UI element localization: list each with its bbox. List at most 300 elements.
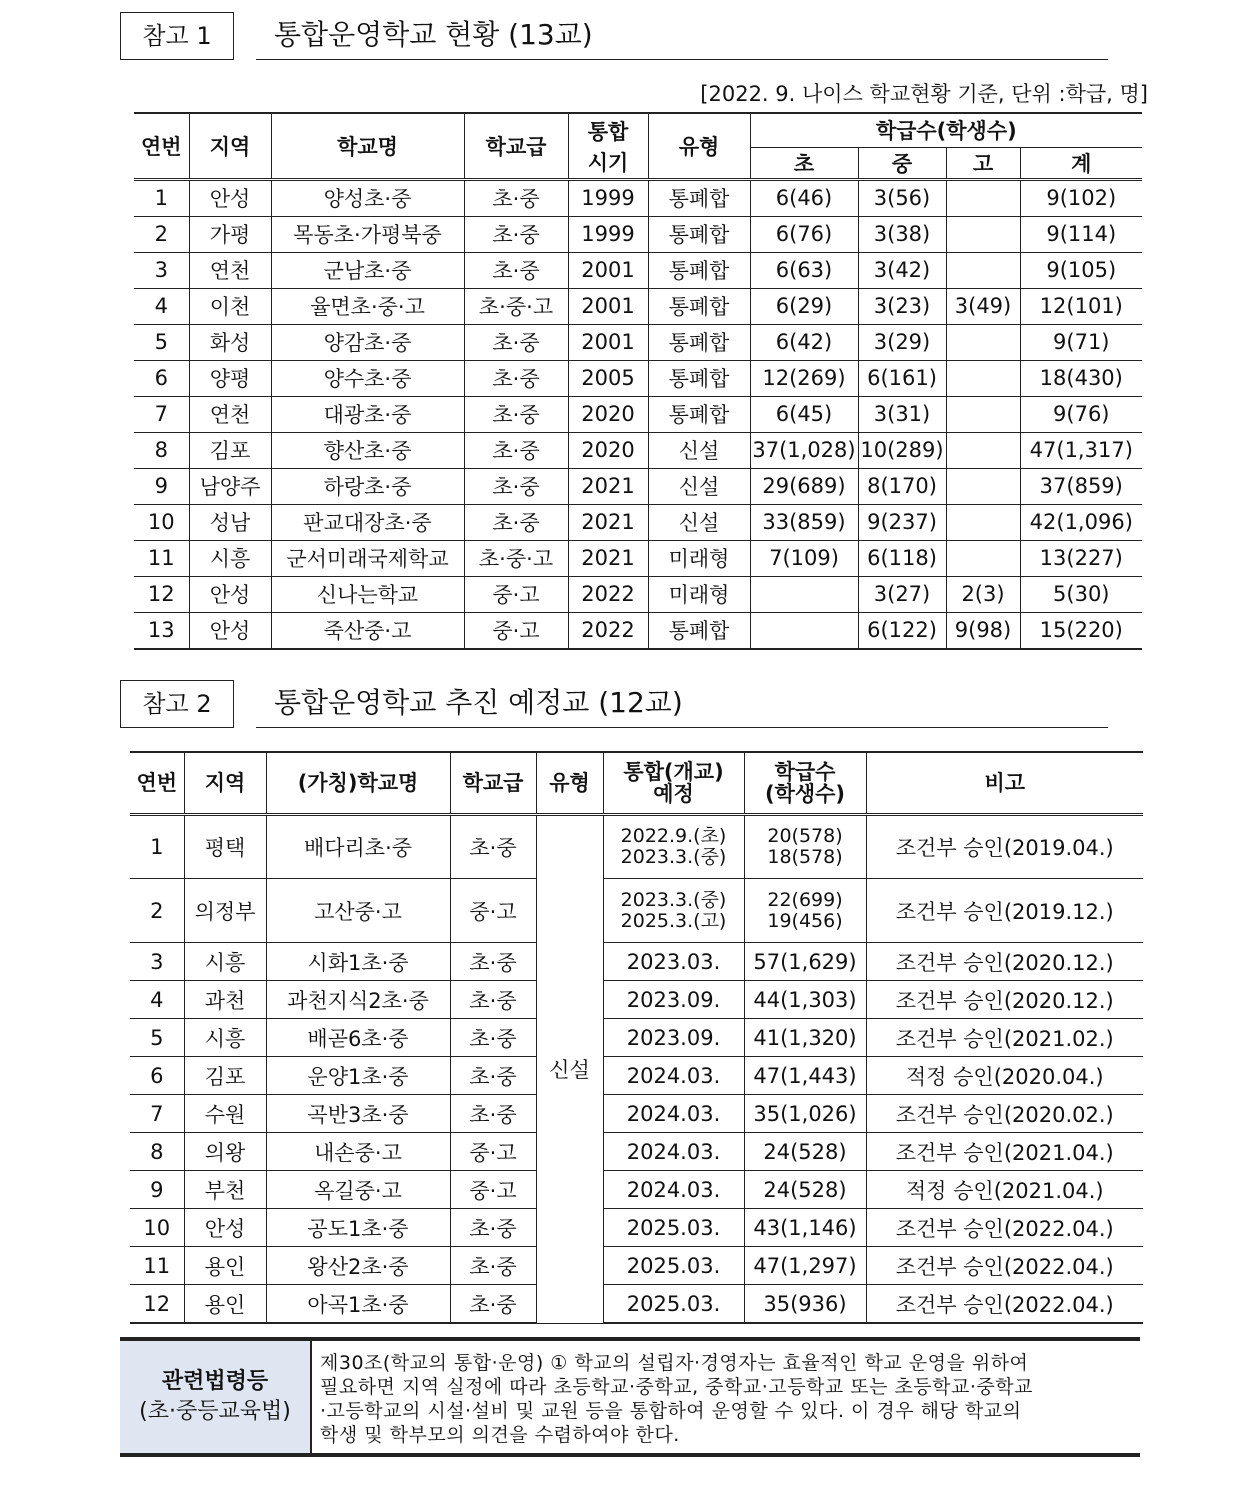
cell-classes xyxy=(744,1247,866,1285)
cell-year: 1999 xyxy=(568,179,648,216)
cell-type: 통폐합 xyxy=(648,252,750,288)
legal-header xyxy=(120,1341,312,1453)
header-school: 학교명 xyxy=(271,113,464,179)
cell-level: 초·중 xyxy=(464,252,568,288)
legal-line: ·고등학교의 시설·설비 및 교원 등을 통합하여 운영할 수 있다. 이 경우 해당 학교의 xyxy=(320,1400,1022,1422)
plan-line: 2023.3.(중) xyxy=(620,888,727,911)
cell-type: 신설 xyxy=(648,504,750,540)
cell-plan xyxy=(603,1095,744,1133)
cell-high: 2(3) xyxy=(946,576,1020,612)
cell-school: 왕산2초·중 xyxy=(266,1247,450,1285)
header-type: 유형 xyxy=(536,752,603,815)
cell-no: 1 xyxy=(130,815,184,879)
table-row xyxy=(130,1133,1143,1171)
cell-school: 군서미래국제학교 xyxy=(271,540,464,576)
classes-line: 20(578) xyxy=(767,825,843,847)
cell-classes xyxy=(744,1095,866,1133)
classes-line: 19(456) xyxy=(767,909,843,932)
plan-line: 2025.03. xyxy=(626,1291,721,1316)
cell-mid: 3(38) xyxy=(858,216,946,252)
cell-region: 수원 xyxy=(184,1095,266,1133)
cell-classes xyxy=(744,1171,866,1209)
cell-level: 중·고 xyxy=(464,576,568,612)
cell-no: 1 xyxy=(134,179,189,216)
table-row xyxy=(134,288,1142,324)
cell-plan xyxy=(603,943,744,981)
section2-heading xyxy=(120,680,1110,732)
plan-line: 2025.03. xyxy=(626,1215,721,1240)
cell-region: 안성 xyxy=(184,1209,266,1247)
cell-region: 안성 xyxy=(189,576,271,612)
cell-region: 용인 xyxy=(184,1285,266,1324)
classes-line: 47(1,297) xyxy=(753,1253,857,1278)
table-row xyxy=(134,179,1142,216)
cell-level: 초·중 xyxy=(450,943,536,981)
cell-type: 통폐합 xyxy=(648,288,750,324)
header-plan xyxy=(603,752,744,815)
cell-high: 3(49) xyxy=(946,288,1020,324)
cell-year: 2001 xyxy=(568,324,648,360)
cell-high xyxy=(946,504,1020,540)
table-row xyxy=(130,1247,1143,1285)
cell-region: 성남 xyxy=(189,504,271,540)
section2-title: 통합운영학교 추진 예정교 (12교) xyxy=(256,680,1108,728)
table-row xyxy=(134,396,1142,432)
cell-year: 1999 xyxy=(568,216,648,252)
table-row xyxy=(130,981,1143,1019)
cell-total: 37(859) xyxy=(1020,468,1142,504)
cell-region: 시흥 xyxy=(184,1019,266,1057)
classes-line: 44(1,303) xyxy=(753,987,857,1012)
cell-high xyxy=(946,179,1020,216)
cell-level: 초·중 xyxy=(464,179,568,216)
cell-level: 초·중 xyxy=(464,468,568,504)
plan-line: 2024.03. xyxy=(626,1063,721,1088)
table-row xyxy=(130,1095,1143,1133)
cell-type: 통폐합 xyxy=(648,324,750,360)
cell-school: 대광초·중 xyxy=(271,396,464,432)
cell-school: 아곡1초·중 xyxy=(266,1285,450,1324)
plan-line: 2022.9.(초) xyxy=(620,825,727,847)
cell-school: 하랑초·중 xyxy=(271,468,464,504)
cell-level: 초·중 xyxy=(450,1247,536,1285)
cell-school: 배곧6초·중 xyxy=(266,1019,450,1057)
cell-no: 3 xyxy=(134,252,189,288)
cell-level: 초·중 xyxy=(450,1019,536,1057)
table-row xyxy=(134,324,1142,360)
cell-total: 47(1,317) xyxy=(1020,432,1142,468)
cell-plan xyxy=(603,981,744,1019)
cell-total: 9(105) xyxy=(1020,252,1142,288)
cell-remark: 적정 승인(2020.04.) xyxy=(866,1057,1143,1095)
cell-region: 가평 xyxy=(189,216,271,252)
cell-no: 7 xyxy=(134,396,189,432)
cell-no: 10 xyxy=(134,504,189,540)
cell-elem: 6(63) xyxy=(750,252,858,288)
cell-no: 9 xyxy=(134,468,189,504)
cell-region: 이천 xyxy=(189,288,271,324)
cell-school: 내손중·고 xyxy=(266,1133,450,1171)
cell-mid: 9(237) xyxy=(858,504,946,540)
header-elem: 초 xyxy=(750,147,858,179)
table-row xyxy=(130,815,1143,879)
cell-mid: 10(289) xyxy=(858,432,946,468)
cell-plan xyxy=(603,1133,744,1171)
cell-level: 중·고 xyxy=(450,879,536,943)
cell-type: 미래형 xyxy=(648,540,750,576)
cell-remark: 조건부 승인(2021.04.) xyxy=(866,1133,1143,1171)
cell-elem: 6(45) xyxy=(750,396,858,432)
cell-region: 용인 xyxy=(184,1247,266,1285)
cell-plan xyxy=(603,1171,744,1209)
cell-school: 고산중·고 xyxy=(266,879,450,943)
table-row xyxy=(130,1057,1143,1095)
cell-region: 화성 xyxy=(189,324,271,360)
cell-level: 초·중 xyxy=(464,432,568,468)
cell-region: 안성 xyxy=(189,612,271,649)
cell-level: 중·고 xyxy=(450,1133,536,1171)
cell-no: 3 xyxy=(130,943,184,981)
cell-total: 9(71) xyxy=(1020,324,1142,360)
cell-total: 5(30) xyxy=(1020,576,1142,612)
cell-no: 4 xyxy=(134,288,189,324)
cell-type: 통폐합 xyxy=(648,360,750,396)
cell-no: 5 xyxy=(130,1019,184,1057)
cell-total: 9(102) xyxy=(1020,179,1142,216)
table-row xyxy=(134,468,1142,504)
planned-schools-table xyxy=(130,751,1143,1324)
cell-type: 통폐합 xyxy=(648,612,750,649)
cell-total: 9(76) xyxy=(1020,396,1142,432)
cell-total: 9(114) xyxy=(1020,216,1142,252)
cell-mid: 3(29) xyxy=(858,324,946,360)
cell-no: 10 xyxy=(130,1209,184,1247)
cell-region: 김포 xyxy=(184,1057,266,1095)
cell-total: 42(1,096) xyxy=(1020,504,1142,540)
classes-line: 24(528) xyxy=(763,1139,847,1164)
header-total: 계 xyxy=(1020,147,1142,179)
cell-type: 미래형 xyxy=(648,576,750,612)
cell-remark: 조건부 승인(2019.12.) xyxy=(866,879,1143,943)
table-row xyxy=(130,1019,1143,1057)
cell-level: 초·중·고 xyxy=(464,288,568,324)
cell-classes xyxy=(744,879,866,943)
cell-no: 6 xyxy=(134,360,189,396)
cell-plan xyxy=(603,815,744,879)
cell-no: 5 xyxy=(134,324,189,360)
cell-year: 2021 xyxy=(568,540,648,576)
cell-school: 양성초·중 xyxy=(271,179,464,216)
legal-line: 학생 및 학부모의 의견을 수렴하여야 한다. xyxy=(320,1424,680,1446)
cell-high xyxy=(946,216,1020,252)
cell-type: 신설 xyxy=(648,432,750,468)
plan-line: 2025.3.(고) xyxy=(620,909,727,932)
cell-no: 9 xyxy=(130,1171,184,1209)
cell-level: 초·중 xyxy=(450,1285,536,1324)
cell-level: 초·중 xyxy=(450,815,536,879)
header-remark: 비고 xyxy=(866,752,1143,815)
cell-remark: 적정 승인(2021.04.) xyxy=(866,1171,1143,1209)
cell-high xyxy=(946,324,1020,360)
plan-line: 2024.03. xyxy=(626,1139,721,1164)
cell-school: 향산초·중 xyxy=(271,432,464,468)
header-level: 학교급 xyxy=(464,113,568,179)
cell-elem xyxy=(750,612,858,649)
cell-region: 김포 xyxy=(189,432,271,468)
cell-no: 12 xyxy=(130,1285,184,1324)
cell-school: 옥길중·고 xyxy=(266,1171,450,1209)
header-level: 학교급 xyxy=(450,752,536,815)
cell-classes xyxy=(744,1057,866,1095)
cell-level: 초·중 xyxy=(464,324,568,360)
cell-high xyxy=(946,432,1020,468)
section1-title: 통합운영학교 현황 (13교) xyxy=(256,12,1108,60)
cell-year: 2022 xyxy=(568,612,648,649)
cell-remark: 조건부 승인(2021.02.) xyxy=(866,1019,1143,1057)
cell-type: 통폐합 xyxy=(648,396,750,432)
cell-level: 초·중 xyxy=(464,216,568,252)
legal-subheading: (초·중등교육법) xyxy=(139,1399,291,1424)
cell-school: 판교대장초·중 xyxy=(271,504,464,540)
table-row xyxy=(134,252,1142,288)
cell-school: 곡반3초·중 xyxy=(266,1095,450,1133)
plan-line: 2023.09. xyxy=(626,1025,721,1050)
plan-line: 2023.03. xyxy=(626,949,721,974)
cell-mid: 3(27) xyxy=(858,576,946,612)
cell-year: 2001 xyxy=(568,252,648,288)
header-plan-line2: 예정 xyxy=(653,782,694,806)
table-row xyxy=(134,612,1142,649)
cell-region: 부천 xyxy=(184,1171,266,1209)
cell-total: 12(101) xyxy=(1020,288,1142,324)
cell-school: 죽산중·고 xyxy=(271,612,464,649)
classes-line: 35(936) xyxy=(763,1291,847,1316)
header-region: 지역 xyxy=(184,752,266,815)
classes-line: 18(578) xyxy=(767,846,843,868)
cell-classes xyxy=(744,1019,866,1057)
header-no: 연번 xyxy=(134,113,189,179)
cell-no: 7 xyxy=(130,1095,184,1133)
cell-type: 신설 xyxy=(648,468,750,504)
cell-year: 2005 xyxy=(568,360,648,396)
cell-no: 11 xyxy=(134,540,189,576)
cell-classes xyxy=(744,1133,866,1171)
cell-total: 13(227) xyxy=(1020,540,1142,576)
table-row xyxy=(130,1285,1143,1324)
cell-school: 율면초·중·고 xyxy=(271,288,464,324)
cell-year: 2020 xyxy=(568,396,648,432)
header-region: 지역 xyxy=(189,113,271,179)
section2-label: 참고 2 xyxy=(120,680,234,728)
cell-level: 초·중 xyxy=(450,981,536,1019)
legal-line: 제30조(학교의 통합·운영) ① 학교의 설립자·경영자는 효율적인 학교 운영을 위하여 xyxy=(320,1352,1029,1374)
cell-region: 남양주 xyxy=(189,468,271,504)
header-class-group: 학급수(학생수) xyxy=(750,113,1142,147)
section1-note: [2022. 9. 나이스 학교현황 기준, 단위 :학급, 명] xyxy=(700,82,1148,106)
header-no: 연번 xyxy=(130,752,184,815)
cell-elem: 6(42) xyxy=(750,324,858,360)
cell-level: 초·중 xyxy=(450,1057,536,1095)
header-high: 고 xyxy=(946,147,1020,179)
cell-mid: 6(161) xyxy=(858,360,946,396)
cell-year: 2021 xyxy=(568,468,648,504)
cell-type-merged: 신설 xyxy=(536,815,603,1324)
legal-reference-box xyxy=(120,1337,1140,1457)
cell-remark: 조건부 승인(2020.02.) xyxy=(866,1095,1143,1133)
cell-school: 과천지식2초·중 xyxy=(266,981,450,1019)
cell-high xyxy=(946,396,1020,432)
cell-elem: 37(1,028) xyxy=(750,432,858,468)
cell-no: 12 xyxy=(134,576,189,612)
cell-region: 안성 xyxy=(189,179,271,216)
cell-elem: 7(109) xyxy=(750,540,858,576)
cell-school: 신나는학교 xyxy=(271,576,464,612)
cell-school: 양감초·중 xyxy=(271,324,464,360)
cell-classes xyxy=(744,1209,866,1247)
cell-elem: 6(46) xyxy=(750,179,858,216)
cell-elem: 29(689) xyxy=(750,468,858,504)
cell-plan xyxy=(603,1247,744,1285)
cell-region: 양평 xyxy=(189,360,271,396)
cell-elem: 6(29) xyxy=(750,288,858,324)
cell-year: 2021 xyxy=(568,504,648,540)
plan-line: 2025.03. xyxy=(626,1253,721,1278)
cell-mid: 3(42) xyxy=(858,252,946,288)
cell-high xyxy=(946,360,1020,396)
cell-mid: 6(118) xyxy=(858,540,946,576)
cell-level: 초·중 xyxy=(450,1209,536,1247)
cell-school: 목동초·가평북중 xyxy=(271,216,464,252)
classes-line: 22(699) xyxy=(767,888,843,911)
cell-remark: 조건부 승인(2020.12.) xyxy=(866,981,1143,1019)
cell-no: 4 xyxy=(130,981,184,1019)
cell-school: 배다리초·중 xyxy=(266,815,450,879)
header-mid: 중 xyxy=(858,147,946,179)
cell-remark: 조건부 승인(2022.04.) xyxy=(866,1247,1143,1285)
cell-school: 운양1초·중 xyxy=(266,1057,450,1095)
cell-classes xyxy=(744,815,866,879)
cell-level: 중·고 xyxy=(450,1171,536,1209)
cell-year: 2020 xyxy=(568,432,648,468)
cell-level: 초·중 xyxy=(464,396,568,432)
cell-no: 2 xyxy=(134,216,189,252)
cell-mid: 6(122) xyxy=(858,612,946,649)
plan-line: 2023.09. xyxy=(626,987,721,1012)
cell-plan xyxy=(603,1057,744,1095)
table-row xyxy=(130,943,1143,981)
cell-high xyxy=(946,468,1020,504)
cell-mid: 3(31) xyxy=(858,396,946,432)
cell-year: 2022 xyxy=(568,576,648,612)
cell-elem: 6(76) xyxy=(750,216,858,252)
cell-level: 중·고 xyxy=(464,612,568,649)
cell-school: 양수초·중 xyxy=(271,360,464,396)
cell-no: 8 xyxy=(130,1133,184,1171)
cell-level: 초·중 xyxy=(450,1095,536,1133)
header-school: (가칭)학교명 xyxy=(266,752,450,815)
table-row xyxy=(130,1171,1143,1209)
legal-text xyxy=(312,1341,1140,1453)
plan-line: 2024.03. xyxy=(626,1177,721,1202)
cell-region: 연천 xyxy=(189,252,271,288)
cell-classes xyxy=(744,981,866,1019)
cell-no: 11 xyxy=(130,1247,184,1285)
cell-total: 15(220) xyxy=(1020,612,1142,649)
table-row xyxy=(130,879,1143,943)
cell-plan xyxy=(603,879,744,943)
header-plan-line1: 통합(개교) xyxy=(623,760,724,784)
section1-label: 참고 1 xyxy=(120,12,234,60)
cell-type: 통폐합 xyxy=(648,179,750,216)
cell-region: 평택 xyxy=(184,815,266,879)
section1-heading xyxy=(120,12,1110,64)
cell-region: 연천 xyxy=(189,396,271,432)
table-row xyxy=(134,504,1142,540)
cell-no: 13 xyxy=(134,612,189,649)
classes-line: 24(528) xyxy=(763,1177,847,1202)
cell-region: 의정부 xyxy=(184,879,266,943)
cell-type: 통폐합 xyxy=(648,216,750,252)
cell-region: 시흥 xyxy=(189,540,271,576)
legal-line: 필요하면 지역 실정에 따라 초등학교·중학교, 중학교·고등학교 또는 초등학교·중학교 xyxy=(320,1376,1033,1398)
table-row xyxy=(134,216,1142,252)
plan-line: 2024.03. xyxy=(626,1101,721,1126)
cell-level: 초·중 xyxy=(464,504,568,540)
cell-high xyxy=(946,252,1020,288)
cell-mid: 3(23) xyxy=(858,288,946,324)
cell-school: 공도1초·중 xyxy=(266,1209,450,1247)
current-schools-table xyxy=(134,112,1142,650)
plan-line: 2023.3.(중) xyxy=(620,846,727,868)
header-type: 유형 xyxy=(648,113,750,179)
header-classes-line2: (학생수) xyxy=(764,782,846,806)
cell-classes xyxy=(744,1285,866,1324)
cell-region: 시흥 xyxy=(184,943,266,981)
cell-no: 6 xyxy=(130,1057,184,1095)
header-year-b: 시기 xyxy=(568,147,648,179)
cell-region: 과천 xyxy=(184,981,266,1019)
cell-school: 시화1초·중 xyxy=(266,943,450,981)
cell-high xyxy=(946,540,1020,576)
cell-high: 9(98) xyxy=(946,612,1020,649)
cell-remark: 조건부 승인(2022.04.) xyxy=(866,1209,1143,1247)
header-classes-line1: 학급수 xyxy=(774,760,836,784)
cell-mid: 3(56) xyxy=(858,179,946,216)
classes-line: 41(1,320) xyxy=(753,1025,857,1050)
table-row xyxy=(134,540,1142,576)
cell-total: 18(430) xyxy=(1020,360,1142,396)
cell-no: 2 xyxy=(130,879,184,943)
table-row xyxy=(134,576,1142,612)
cell-classes xyxy=(744,943,866,981)
cell-level: 초·중 xyxy=(464,360,568,396)
classes-line: 35(1,026) xyxy=(753,1101,857,1126)
classes-line: 57(1,629) xyxy=(753,949,857,974)
cell-elem: 12(269) xyxy=(750,360,858,396)
cell-no: 8 xyxy=(134,432,189,468)
table-row xyxy=(134,360,1142,396)
cell-plan xyxy=(603,1285,744,1324)
cell-remark: 조건부 승인(2022.04.) xyxy=(866,1285,1143,1324)
cell-level: 초·중·고 xyxy=(464,540,568,576)
header-year-a: 통합 xyxy=(568,113,648,147)
cell-year: 2001 xyxy=(568,288,648,324)
cell-region: 의왕 xyxy=(184,1133,266,1171)
table-row xyxy=(130,1209,1143,1247)
cell-remark: 조건부 승인(2019.04.) xyxy=(866,815,1143,879)
cell-plan xyxy=(603,1019,744,1057)
cell-school: 군남초·중 xyxy=(271,252,464,288)
